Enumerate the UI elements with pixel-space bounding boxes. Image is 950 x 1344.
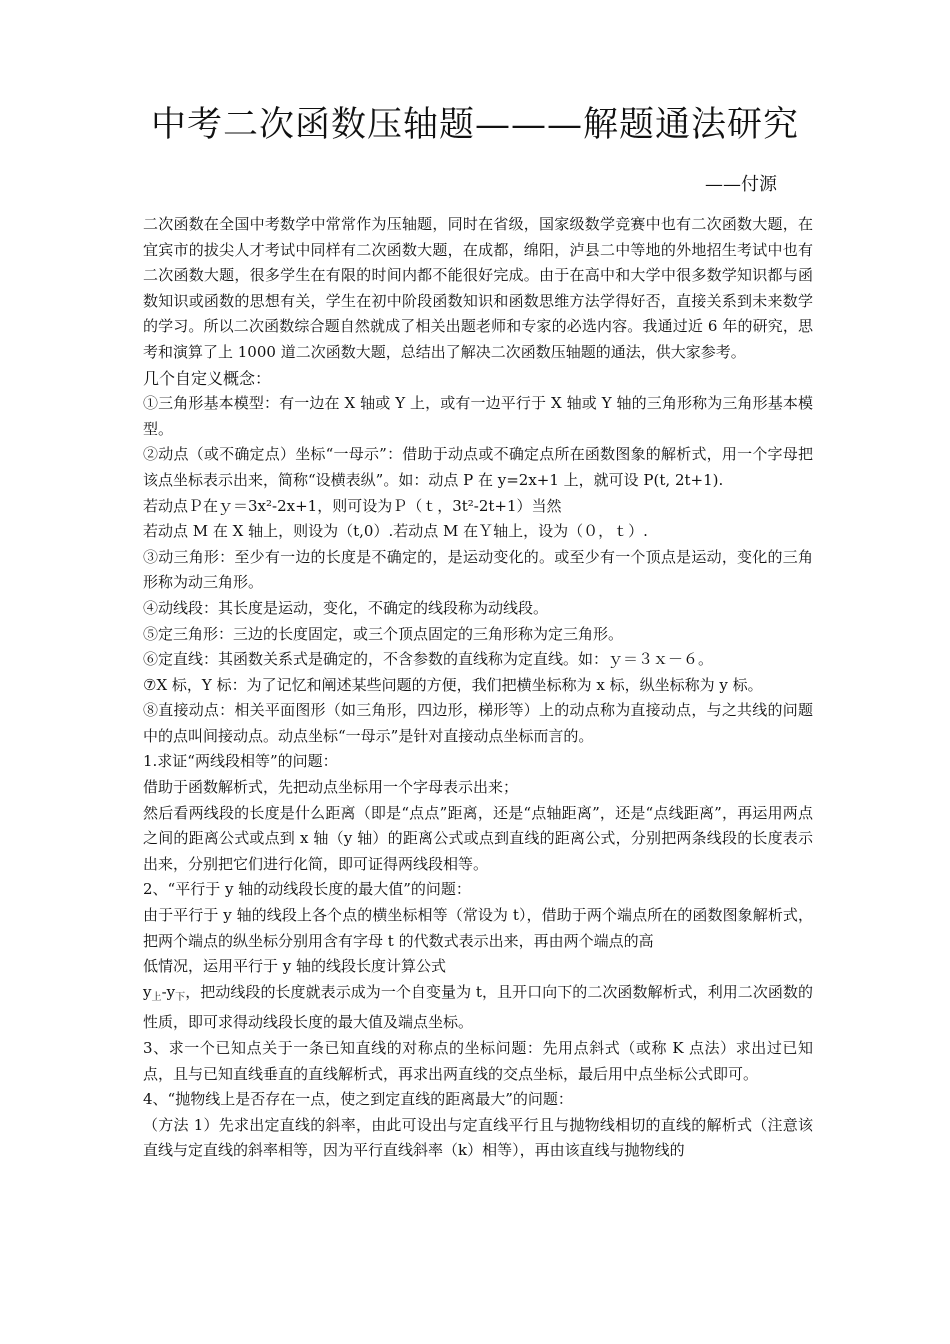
concepts-heading: 几个自定义概念：	[143, 368, 272, 388]
section-2-title: 2、“平行于 y 轴的动线段长度的最大值”的问题：	[143, 880, 471, 899]
concept-8: ⑧直接动点：相关平面图形（如三角形，四边形，梯形等）上的动点称为直接动点，与之共线的问题中的点叫间接动点。动点坐标“一母示”是针对直接动点坐标而言的。	[143, 701, 813, 745]
section-2-formula-paragraph	[143, 980, 813, 1036]
intro-paragraph: 二次函数在全国中考数学中常常作为压轴题，同时在省级，国家级数学竞赛中也有二次函数大题，在宜宾市的拔尖人才考试中同样有二次函数大题，在成都，绵阳，泸县二中等地的外地招生考试中也有二次函数大题，很多学生在有限的时间内都不能很好完成。由于在高中和大学中很多数学知识都与函数知识或函数的思想有关，学生在初中阶段函数知识和函数思维方法学得好否，直接关系到未来数学的学习。所以二次函数综合题自然就成了相关出题老师和专家的必选内容。我通过近 6 年的研究，思考和演算了上 1000 道二次函数大题，总结出了解决二次函数压轴题的通法，供大家参考。	[143, 215, 813, 361]
formula-sub-lower: 下	[175, 991, 186, 1003]
concept-2: ②动点（或不确定点）坐标“一母示”：借助于动点或不确定点所在函数图象的解析式，用一个字母把该点坐标表示出来，简称“设横表纵”。如：动点 P 在 y=2x+1 上，就可设 P(t, 2t+1).	[143, 445, 813, 489]
document-author: ——付源	[705, 174, 777, 195]
concept-1: ①三角形基本模型：有一边在 X 轴或 Y 上，或有一边平行于 X 轴或 Y 轴的三角形称为三角形基本模型。	[143, 394, 813, 438]
section-2-paragraph-2: 低情况，运用平行于 y 轴的线段长度计算公式	[143, 957, 447, 976]
formula-minus-y: -y	[161, 982, 176, 1001]
section-1-paragraph-2: 然后看两线段的长度是什么距离（即是“点点”距离，还是“点轴距离”，还是“点线距离”，再运用两点之间的距离公式或点到 x 轴（y 轴）的距离公式或点到直线的距离公式，分别把两条线段的长度表示出来，分别把它们进行化简，即可证得两线段相等。	[143, 803, 813, 873]
section-4-paragraph-1: （方法 1）先求出定直线的斜率，由此可设出与定直线平行且与抛物线相切的直线的解析式（注意该直线与定直线的斜率相等，因为平行直线斜率（k）相等），再由该直线与抛物线的	[143, 1115, 813, 1160]
concept-6: ⑥定直线：其函数关系式是确定的，不含参数的直线称为定直线。如：ｙ＝３ｘ－６。	[143, 650, 714, 669]
concept-5: ⑤定三角形：三边的长度固定，或三个顶点固定的三角形称为定三角形。	[143, 624, 624, 643]
section-1-title: 1.求证“两线段相等”的问题：	[143, 752, 338, 771]
section-4-title: 4、“抛物线上是否存在一点，使之到定直线的距离最大”的问题：	[143, 1090, 573, 1109]
formula-y-upper: y	[143, 982, 152, 1001]
section-1-paragraph-1: 借助于函数解析式，先把动点坐标用一个字母表示出来；	[143, 778, 519, 797]
formula-sub-upper: 上	[151, 991, 162, 1003]
section-2-paragraph-1: 由于平行于 y 轴的线段上各个点的横坐标相等（常设为 t），借助于两个端点所在的函数图象解析式，把两个端点的纵坐标分别用含有字母 t 的代数式表示出来，再由两个端点的高	[143, 906, 813, 950]
document-body	[143, 212, 813, 1164]
section-3-paragraph: 3、求一个已知点关于一条已知直线的对称点的坐标问题：先用点斜式（或称 K 点法）求出过已知点，且与已知直线垂直的直线解析式，再求出两直线的交点坐标，最后用中点坐标公式即可。	[143, 1039, 813, 1083]
concept-2-example: 若动点Ｐ在ｙ＝3x²‐2x+1，则可设为Ｐ（ｔ，3t²‐2t+1）当然	[143, 496, 562, 515]
concept-4: ④动线段：其长度是运动，变化，不确定的线段称为动线段。	[143, 598, 549, 617]
section-2-paragraph-3: ，把动线段的长度就表示成为一个自变量为 t，且开口向下的二次函数解析式，利用二次函数的性质，即可求得动线段长度的最大值及端点坐标。	[143, 982, 813, 1032]
concept-3: ③动三角形：至少有一边的长度是不确定的，是运动变化的。或至少有一个顶点是运动，变化的三角形称为动三角形。	[143, 547, 813, 592]
document-title: 中考二次函数压轴题———解题通法研究	[150, 105, 799, 145]
concept-2-example-axis: 若动点 M 在 X 轴上，则设为（t,0）.若动点 M 在Ｙ轴上，设为（０，ｔ）.	[143, 522, 648, 541]
concept-7: ⑦X 标，Y 标：为了记忆和阐述某些问题的方便，我们把横坐标称为 x 标，纵坐标称为 y 标。	[143, 675, 763, 694]
